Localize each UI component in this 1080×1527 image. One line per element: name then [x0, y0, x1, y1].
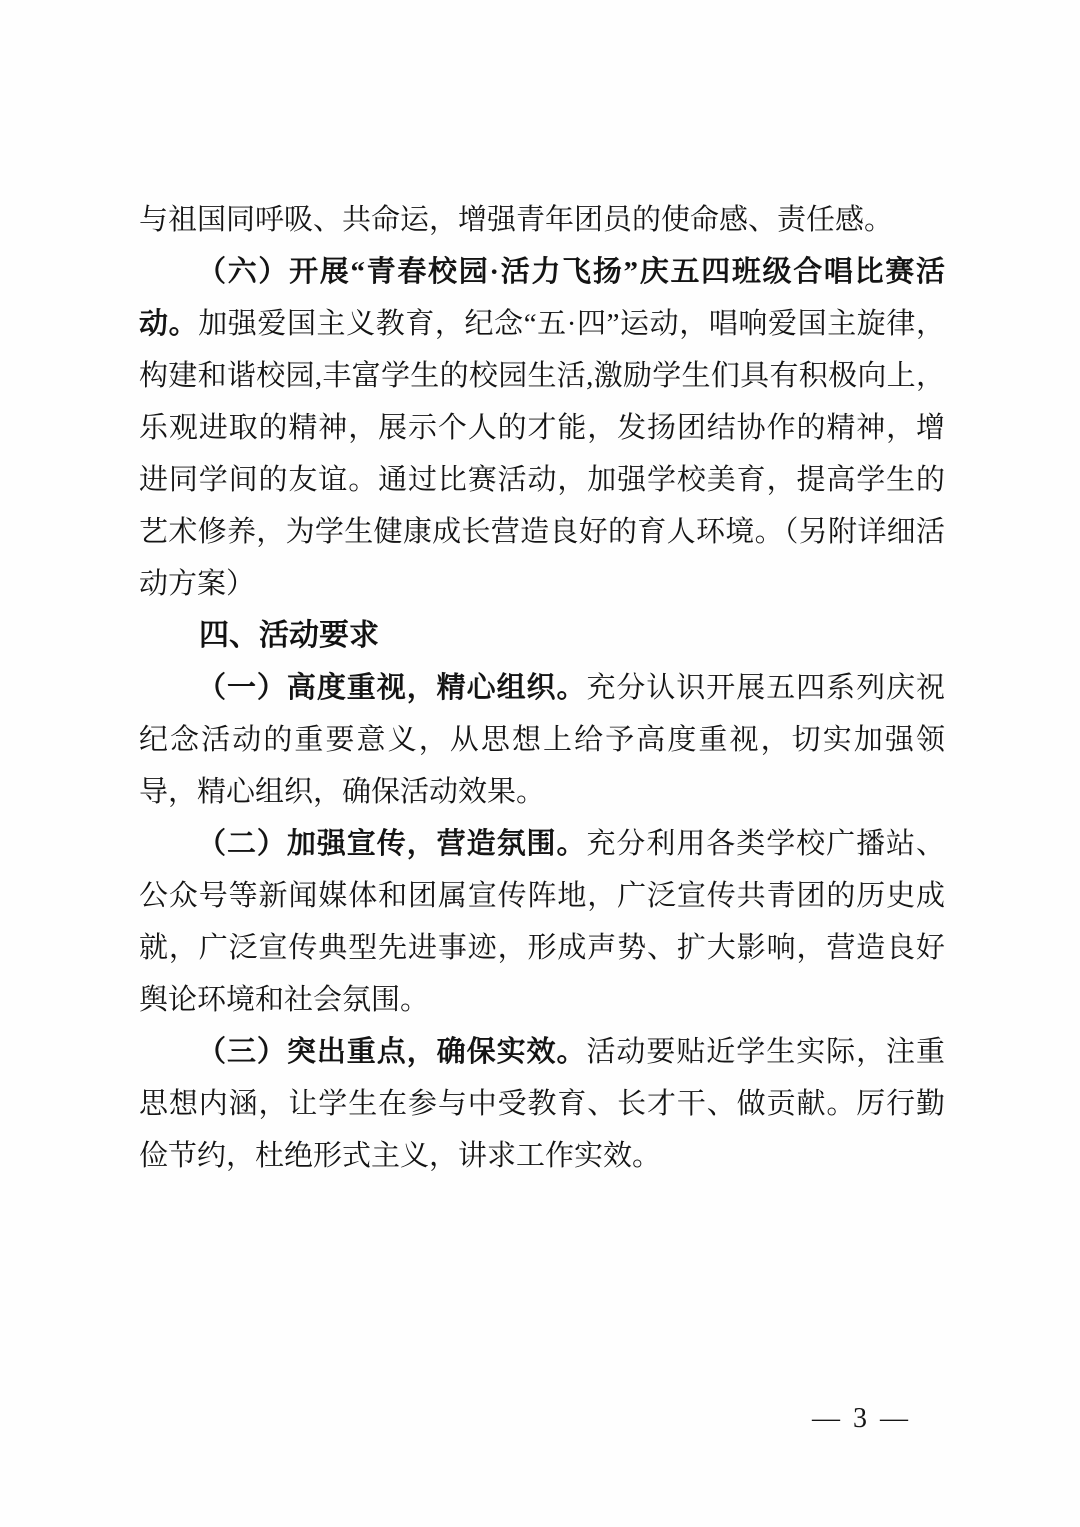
requirement-1-body-text: 充分认识开展五四系列庆祝纪念活动的重要意义，从思想上给予高度重视，切实加强领导，精心组织，确保活动效果。 [139, 672, 945, 808]
item6-title: （六）开展“青春校园·活力飞扬”庆五四班级合唱比赛活动。 [139, 256, 945, 340]
page-number: — 3 — [812, 1403, 911, 1434]
requirement-2-body-text: 充分利用各类学校广播站、公众号等新闻媒体和团属宣传阵地，广泛宣传共青团的历史成就，广泛宣传典型先进事迹，形成声势、扩大影响，营造良好舆论环境和社会氛围。 [139, 828, 945, 1016]
requirement-1-title: （一）高度重视，精心组织。 [197, 672, 587, 704]
item6-body-text: 加强爱国主义教育，纪念“五·四”运动，唱响爱国主旋律，构建和谐校园,丰富学生的校园生活,激励学生们具有积极向上，乐观进取的精神，展示个人的才能，发扬团结协作的精神，增进同学间的友谊。通过比赛活动，加强学校美育，提高学生的艺术修养，为学生健康成长营造良好的育人环境。（另附详细活动方案） [139, 308, 945, 600]
requirement-3-body-text: 活动要贴近学生实际，注重思想内涵，让学生在参与中受教育、长才干、做贡献。厉行勤俭节约，杜绝形式主义，讲求工作实效。 [139, 1036, 945, 1172]
paragraph-continuation: 与祖国同呼吸、共命运，增强青年团员的使命感、责任感。 [139, 204, 894, 236]
requirement-2-title: （二）加强宣传，营造氛围。 [197, 828, 587, 860]
paragraph-requirement-3 [139, 1026, 945, 1182]
paragraph-item6 [139, 246, 945, 610]
requirement-3-title: （三）突出重点，确保实效。 [197, 1036, 587, 1068]
paragraph-requirement-1 [139, 662, 945, 818]
section-heading-requirements: 四、活动要求 [199, 619, 379, 652]
paragraph-requirement-2 [139, 818, 945, 1026]
document-body [139, 194, 945, 1182]
